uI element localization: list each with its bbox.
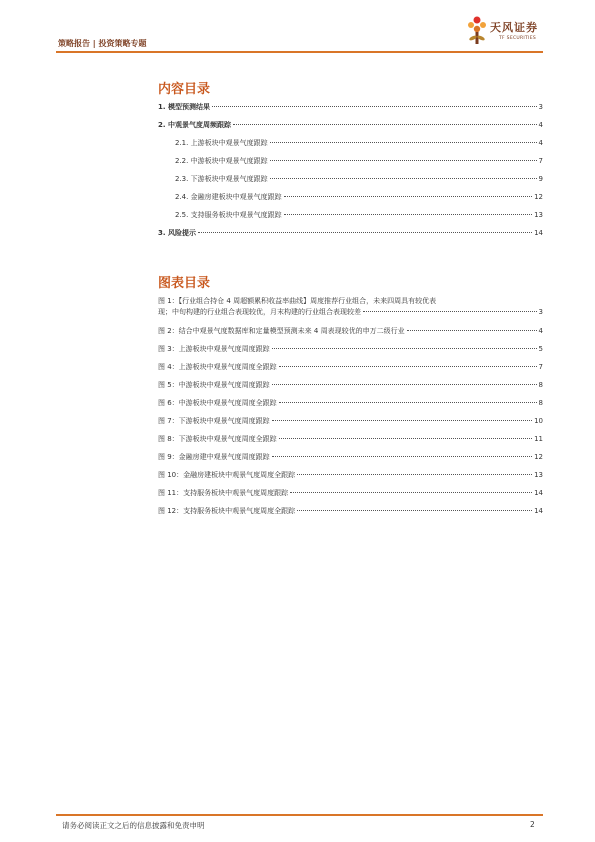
figure-entry[interactable] <box>0 416 595 428</box>
toc-entry[interactable] <box>0 210 595 222</box>
toc-page: 4 <box>538 121 543 129</box>
toc-label: 2.5. 支持服务板块中观景气度跟踪 <box>175 211 282 219</box>
toc-entry[interactable] <box>0 192 595 204</box>
leader-dots <box>279 366 537 367</box>
header-divider <box>56 51 543 53</box>
toc-page: 3 <box>538 103 543 111</box>
toc-label: 2.4. 金融房建板块中观景气度跟踪 <box>175 193 282 201</box>
figure-label: 图 10：金融房建板块中观景气度周度全跟踪 <box>158 471 296 479</box>
figure-page: 7 <box>538 363 543 371</box>
toc-entry[interactable] <box>0 102 595 114</box>
toc-page: 14 <box>534 229 543 237</box>
leader-dots <box>272 420 532 421</box>
figure-entry[interactable] <box>0 380 595 392</box>
logo-subtitle: TF SECURITIES <box>499 36 537 41</box>
toc-label: 2.3. 下游板块中观景气度跟踪 <box>175 175 268 183</box>
toc-entry[interactable] <box>0 228 595 240</box>
figure-entry[interactable] <box>0 362 595 374</box>
figure-page: 11 <box>534 435 543 443</box>
figure-page: 8 <box>538 381 543 389</box>
leader-dots <box>270 178 537 179</box>
figure-label: 图 8：下游板块中观景气度周度全跟踪 <box>158 435 277 443</box>
figure-label: 图 12：支持服务板块中观景气度周度全跟踪 <box>158 507 296 515</box>
leader-dots <box>279 438 532 439</box>
leader-dots <box>290 492 532 493</box>
toc-label: 2.1. 上游板块中观景气度跟踪 <box>175 139 268 147</box>
leader-dots <box>284 196 532 197</box>
figure-page: 14 <box>534 489 543 497</box>
company-logo <box>466 16 556 50</box>
toc-label: 2. 中观景气度周频跟踪 <box>158 121 231 129</box>
leader-dots <box>284 214 532 215</box>
figure-label: 图 4：上游板块中观景气度周度全跟踪 <box>158 363 277 371</box>
leader-dots <box>270 142 537 143</box>
leader-dots <box>297 474 532 475</box>
figure-label: 图 3：上游板块中观景气度周度跟踪 <box>158 345 270 353</box>
toc-entry[interactable] <box>0 174 595 186</box>
figure-page: 3 <box>538 308 543 316</box>
figure-entry[interactable] <box>0 506 595 518</box>
leader-dots <box>272 348 537 349</box>
figure-page: 10 <box>534 417 543 425</box>
leader-dots <box>212 106 537 107</box>
figure-entry[interactable] <box>0 488 595 500</box>
toc-entry[interactable] <box>0 120 595 132</box>
toc-label: 2.2. 中游板块中观景气度跟踪 <box>175 157 268 165</box>
toc-page: 13 <box>534 211 543 219</box>
figure-entry[interactable] <box>0 398 595 410</box>
figure-page: 12 <box>534 453 543 461</box>
toc-label: 3. 风险提示 <box>158 229 196 237</box>
contents-title: 内容目录 <box>158 82 211 97</box>
figure-entry[interactable] <box>0 296 595 318</box>
figure-page: 14 <box>534 507 543 515</box>
leader-dots <box>407 330 537 331</box>
leader-dots <box>297 510 532 511</box>
leader-dots <box>270 160 537 161</box>
figure-label: 图 5：中游板块中观景气度周度跟踪 <box>158 381 270 389</box>
logo-mark-icon <box>466 16 488 46</box>
toc-entry[interactable] <box>0 156 595 168</box>
leader-dots <box>272 384 537 385</box>
leader-dots <box>279 402 537 403</box>
report-category: 策略报告 | 投资策略专题 <box>58 39 147 48</box>
toc-page: 9 <box>538 175 543 183</box>
figure-label: 图 1：【行业组合持仓 4 周超额累积收益率曲线】周度推荐行业组合，未来四周具有较优表 <box>158 297 437 305</box>
leader-dots <box>363 311 537 312</box>
figure-label: 图 11：支持服务板块中观景气度周度跟踪 <box>158 489 289 497</box>
figure-label: 图 2：结合中观景气度数据库和定量模型预测未来 4 周表现较优的申万二级行业 <box>158 327 405 335</box>
figure-page: 13 <box>534 471 543 479</box>
figure-page: 5 <box>538 345 543 353</box>
footer-disclaimer: 请务必阅读正文之后的信息披露和免责申明 <box>62 821 205 830</box>
figure-entry[interactable] <box>0 452 595 464</box>
figure-label: 图 9：金融房建中观景气度周度跟踪 <box>158 453 270 461</box>
figure-label: 图 7：下游板块中观景气度周度跟踪 <box>158 417 270 425</box>
footer-divider <box>56 814 543 816</box>
logo-name: 天风证券 <box>490 21 538 34</box>
toc-label: 1. 模型预测结果 <box>158 103 210 111</box>
figure-entry[interactable] <box>0 470 595 482</box>
toc-page: 7 <box>538 157 543 165</box>
leader-dots <box>272 456 532 457</box>
figure-label: 图 6：中游板块中观景气度周度全跟踪 <box>158 399 277 407</box>
figure-page: 4 <box>538 327 543 335</box>
figure-label-cont: 现；中旬构建的行业组合表现较优，月末构建的行业组合表现较差 <box>158 308 361 316</box>
figure-entry[interactable] <box>0 434 595 446</box>
figure-entry[interactable] <box>0 344 595 356</box>
leader-dots <box>233 124 537 125</box>
figure-entry[interactable] <box>0 326 595 338</box>
toc-entry[interactable] <box>0 138 595 150</box>
figure-page: 8 <box>538 399 543 407</box>
leader-dots <box>198 232 532 233</box>
page-number: 2 <box>530 820 535 829</box>
toc-page: 12 <box>534 193 543 201</box>
toc-page: 4 <box>538 139 543 147</box>
figures-title: 图表目录 <box>158 276 211 291</box>
